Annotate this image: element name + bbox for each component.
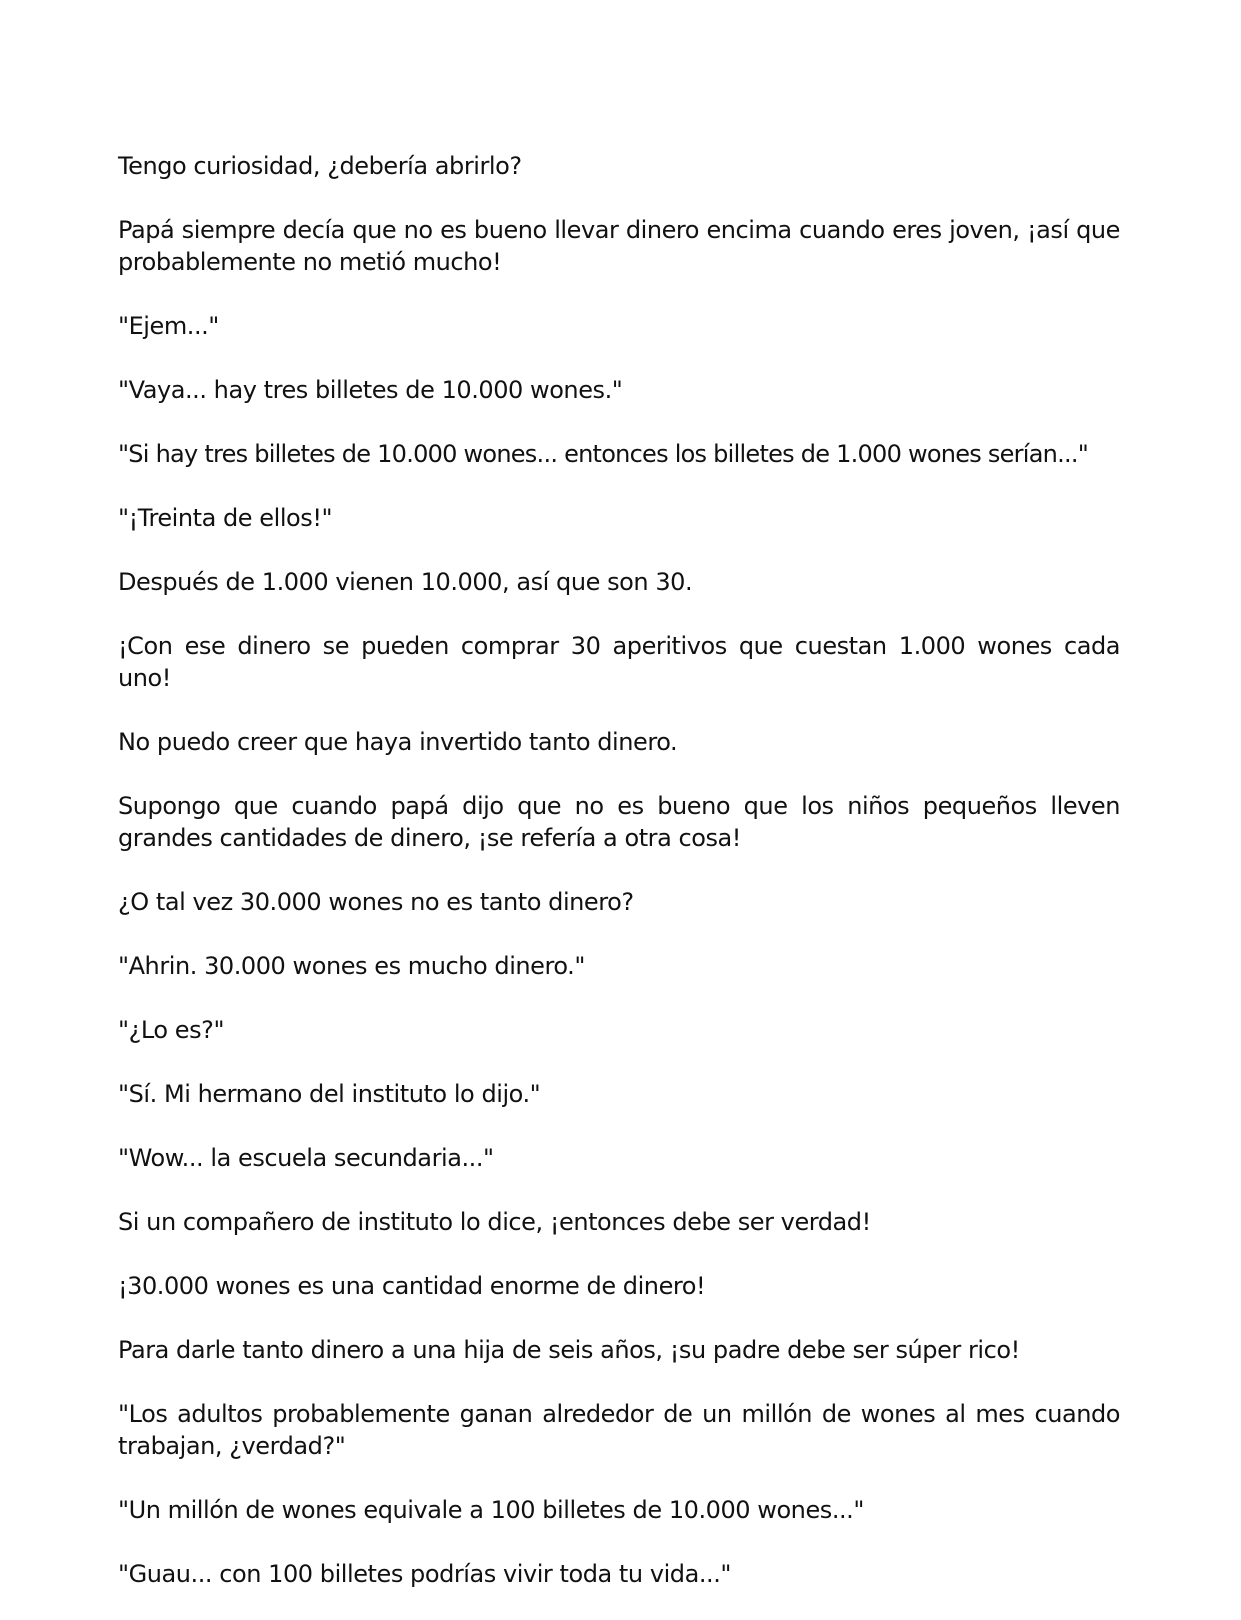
paragraph: No puedo creer que haya invertido tanto dinero. (118, 728, 678, 756)
paragraph: "Un millón de wones equivale a 100 billetes de 10.000 wones..." (118, 1496, 864, 1524)
paragraph: "Vaya... hay tres billetes de 10.000 wones." (118, 376, 623, 404)
paragraph: "Guau... con 100 billetes podrías vivir toda tu vida..." (118, 1560, 731, 1588)
paragraph: ¡Con ese dinero se pueden comprar 30 aperitivos que cuestan 1.000 wones cada uno! (118, 632, 1120, 692)
paragraph: Para darle tanto dinero a una hija de seis años, ¡su padre debe ser súper rico! (118, 1336, 1020, 1364)
paragraph: Después de 1.000 vienen 10.000, así que son 30. (118, 568, 693, 596)
body-text (118, 150, 1120, 1620)
paragraph: "Ejem..." (118, 312, 219, 340)
paragraph: "¿Lo es?" (118, 1016, 225, 1044)
paragraph: "Sí. Mi hermano del instituto lo dijo." (118, 1080, 541, 1108)
paragraph: "Ahrin. 30.000 wones es mucho dinero." (118, 952, 585, 980)
paragraph: Si un compañero de instituto lo dice, ¡entonces debe ser verdad! (118, 1208, 871, 1236)
paragraph: Papá siempre decía que no es bueno llevar dinero encima cuando eres joven, ¡así que probablemente no metió mucho! (118, 216, 1120, 276)
paragraph: ¡30.000 wones es una cantidad enorme de dinero! (118, 1272, 706, 1300)
paragraph: Supongo que cuando papá dijo que no es bueno que los niños pequeños lleven grandes cantidades de dinero, ¡se refería a otra cosa! (118, 792, 1120, 852)
paragraph: "¡Treinta de ellos!" (118, 504, 333, 532)
paragraph: ¿O tal vez 30.000 wones no es tanto dinero? (118, 888, 634, 916)
paragraph: "Los adultos probablemente ganan alrededor de un millón de wones al mes cuando trabajan, ¿verdad?" (118, 1400, 1120, 1460)
paragraph: "Wow... la escuela secundaria..." (118, 1144, 494, 1172)
paragraph: Tengo curiosidad, ¿debería abrirlo? (118, 152, 522, 180)
paragraph: "Si hay tres billetes de 10.000 wones... entonces los billetes de 1.000 wones serían..." (118, 440, 1089, 468)
